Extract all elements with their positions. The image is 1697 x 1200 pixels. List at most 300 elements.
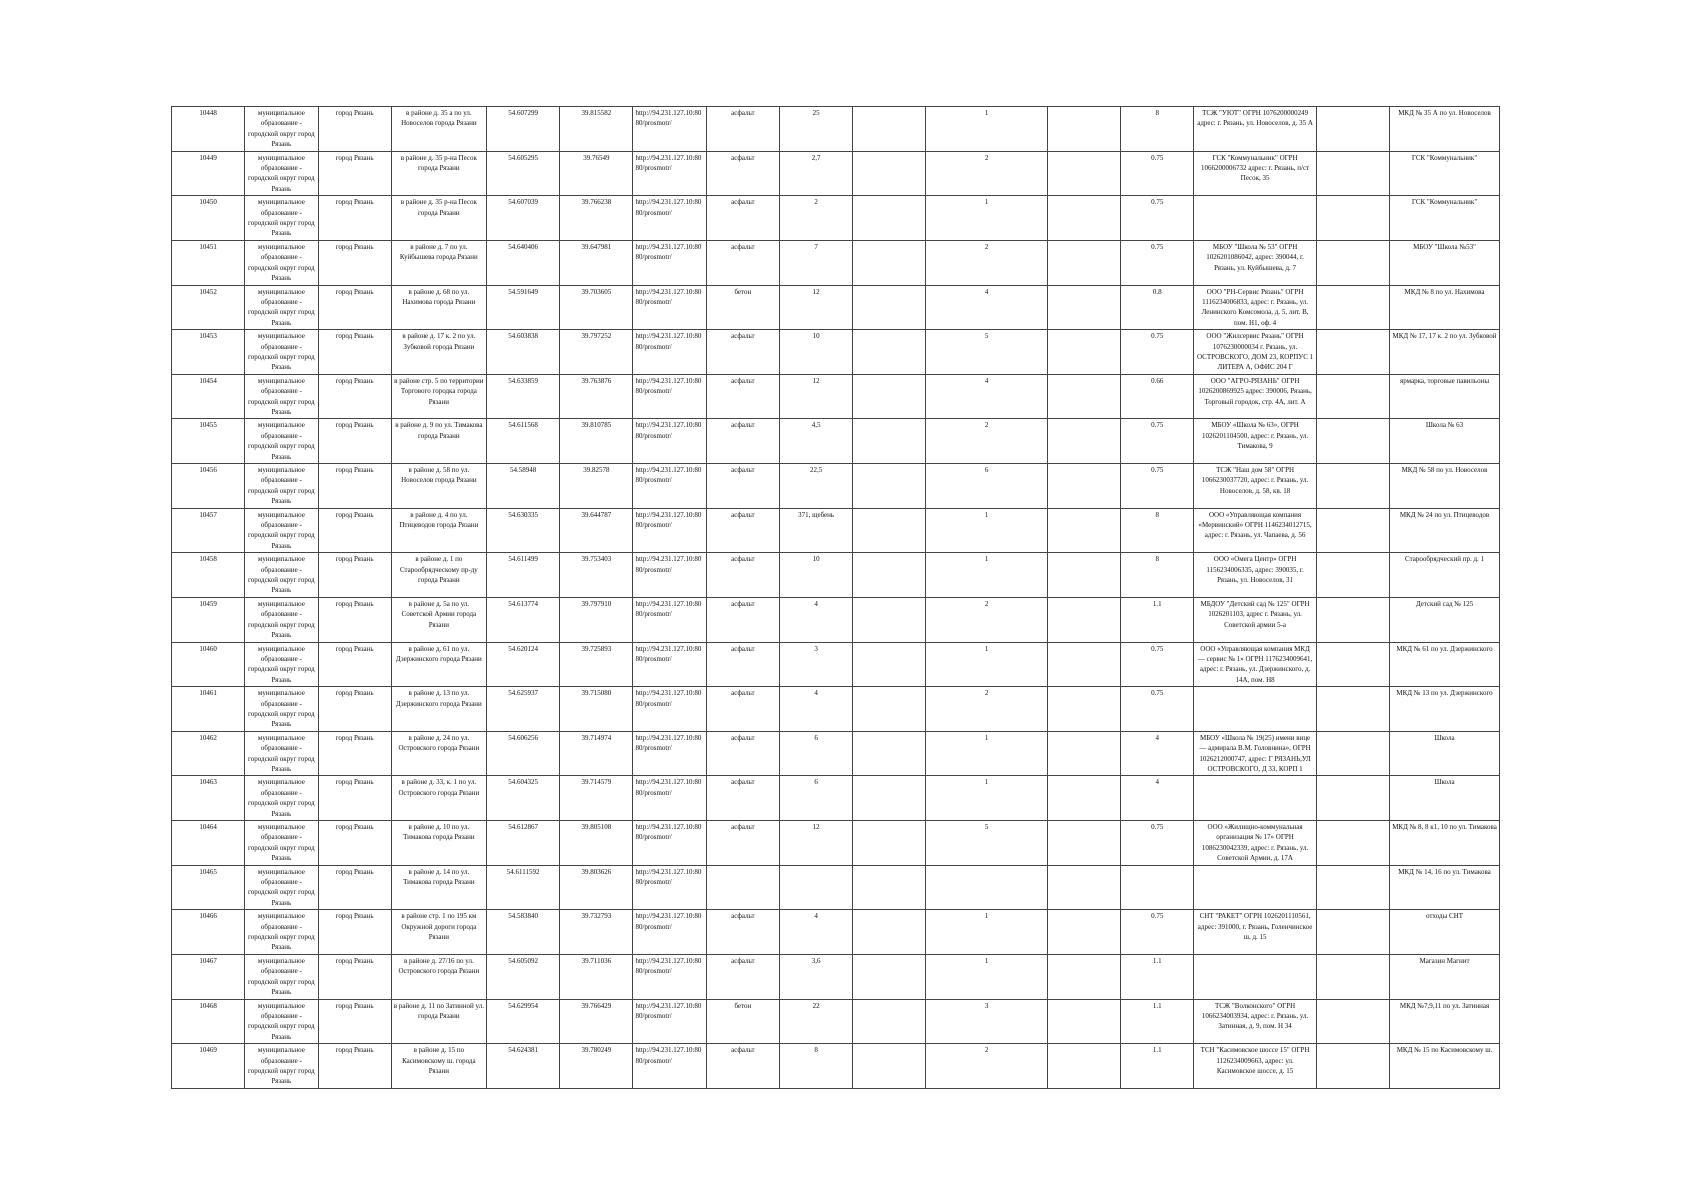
table-row: [172, 285, 1500, 330]
col-12-cell: [1047, 821, 1120, 866]
table-row: [172, 821, 1500, 866]
owner-info-cell: МБДОУ "Детский сад № 125" ОГРН 1026201103, адрес г. Рязань, ул. Советской армии 5-а: [1194, 597, 1316, 642]
col-15-cell: [1316, 419, 1389, 464]
owner-info-cell: МБОУ "Школа № 53" ОГРН 1026201086042, адрес: 390044, г. Рязань, ул. Куйбышева, д. 7: [1194, 240, 1316, 285]
col-10-cell: [853, 374, 926, 419]
col-10-cell: [853, 999, 926, 1044]
col-12-cell: [1047, 508, 1120, 553]
col-10-cell: [853, 464, 926, 509]
longitude-cell: 39.82578: [560, 464, 633, 509]
latitude-cell: 54.620124: [486, 642, 559, 687]
area-cell: 12: [779, 821, 852, 866]
location-cell: в районе д. 1 по Старообрядческому пр-ду города Рязани: [391, 553, 486, 598]
container-volume-cell: 8: [1121, 508, 1194, 553]
table-row: [172, 999, 1500, 1044]
sources-cell: МКД № 24 по ул. Птицеводов: [1390, 508, 1500, 553]
latitude-cell: 54.611568: [486, 419, 559, 464]
latitude-cell: 54.613774: [486, 597, 559, 642]
site-number-cell: 10457: [172, 508, 245, 553]
latitude-cell: 54.607299: [486, 107, 559, 152]
municipality-cell: муниципальное образование - городской округ город Рязань: [245, 821, 318, 866]
site-number-cell: 10449: [172, 151, 245, 196]
container-count-cell: 2: [926, 687, 1047, 732]
site-number-cell: 10468: [172, 999, 245, 1044]
table-row: [172, 731, 1500, 776]
longitude-cell: 39.715080: [560, 687, 633, 732]
city-cell: город Рязань: [318, 196, 391, 241]
site-number-cell: 10464: [172, 821, 245, 866]
camera-link-cell: http://94.231.127.10:8080/prosmotr/: [633, 285, 706, 330]
surface-cell: асфальт: [706, 374, 779, 419]
col-10-cell: [853, 776, 926, 821]
col-12-cell: [1047, 731, 1120, 776]
surface-cell: асфальт: [706, 107, 779, 152]
city-cell: город Рязань: [318, 821, 391, 866]
owner-info-cell: МБОУ «Школа № 63», ОГРН 1026201104500, адрес: г. Рязань, ул. Тимакова, 9: [1194, 419, 1316, 464]
col-10-cell: [853, 240, 926, 285]
table-row: [172, 910, 1500, 955]
table-row: [172, 464, 1500, 509]
container-volume-cell: 0.75: [1121, 464, 1194, 509]
col-15-cell: [1316, 597, 1389, 642]
location-cell: в районе д. 7 по ул. Куйбышева города Рязани: [391, 240, 486, 285]
sources-cell: МКД №7,9,11 по ул. Затинная: [1390, 999, 1500, 1044]
municipality-cell: муниципальное образование - городской округ город Рязань: [245, 508, 318, 553]
container-count-cell: 1: [926, 107, 1047, 152]
area-cell: 12: [779, 374, 852, 419]
sources-cell: МКД № 8 по ул. Нахимова: [1390, 285, 1500, 330]
surface-cell: асфальт: [706, 731, 779, 776]
sources-cell: Магазин Магнит: [1390, 954, 1500, 999]
location-cell: в районе д. 61 по ул. Дзержинского города Рязани: [391, 642, 486, 687]
camera-link-cell: http://94.231.127.10:8080/prosmotr/: [633, 999, 706, 1044]
container-volume-cell: 0.75: [1121, 240, 1194, 285]
latitude-cell: 54.630335: [486, 508, 559, 553]
sources-cell: МКД № 14, 16 по ул. Тимакова: [1390, 865, 1500, 910]
site-number-cell: 10459: [172, 597, 245, 642]
area-cell: 4: [779, 687, 852, 732]
owner-info-cell: ООО "РН-Сервис Рязань" ОГРН 1116234006833, адрес: г. Рязань, ул. Ленинского Комсомола, д. 5, лит. В, пом. Н1, оф. 4: [1194, 285, 1316, 330]
municipality-cell: муниципальное образование - городской округ город Рязань: [245, 776, 318, 821]
site-number-cell: 10452: [172, 285, 245, 330]
latitude-cell: 54.640406: [486, 240, 559, 285]
longitude-cell: 39.753403: [560, 553, 633, 598]
longitude-cell: 39.714579: [560, 776, 633, 821]
site-number-cell: 10448: [172, 107, 245, 152]
sources-cell: МКД № 15 по Касимовскому ш.: [1390, 1044, 1500, 1089]
container-volume-cell: 1.1: [1121, 597, 1194, 642]
city-cell: город Рязань: [318, 508, 391, 553]
surface-cell: бетон: [706, 285, 779, 330]
camera-link-cell: http://94.231.127.10:8080/prosmotr/: [633, 687, 706, 732]
camera-link-cell: http://94.231.127.10:8080/prosmotr/: [633, 821, 706, 866]
latitude-cell: 54.604325: [486, 776, 559, 821]
col-10-cell: [853, 330, 926, 375]
sources-cell: МКД № 61 по ул. Дзержинского: [1390, 642, 1500, 687]
city-cell: город Рязань: [318, 954, 391, 999]
container-volume-cell: 0.75: [1121, 151, 1194, 196]
container-volume-cell: 8: [1121, 107, 1194, 152]
col-10-cell: [853, 821, 926, 866]
location-cell: в районе д. 4 по ул. Птицеводов города Рязани: [391, 508, 486, 553]
surface-cell: асфальт: [706, 240, 779, 285]
site-number-cell: 10461: [172, 687, 245, 732]
col-12-cell: [1047, 285, 1120, 330]
city-cell: город Рязань: [318, 776, 391, 821]
location-cell: в районе д. 24 по ул. Островского города Рязани: [391, 731, 486, 776]
site-number-cell: 10467: [172, 954, 245, 999]
municipality-cell: муниципальное образование - городской округ город Рязань: [245, 687, 318, 732]
owner-info-cell: [1194, 954, 1316, 999]
area-cell: 2,7: [779, 151, 852, 196]
city-cell: город Рязань: [318, 419, 391, 464]
location-cell: в районе д. 11 по Затинной ул. города Рязани: [391, 999, 486, 1044]
camera-link-cell: http://94.231.127.10:8080/prosmotr/: [633, 642, 706, 687]
col-15-cell: [1316, 107, 1389, 152]
table-row: [172, 330, 1500, 375]
col-12-cell: [1047, 419, 1120, 464]
sources-cell: Старообрядческий пр. д. 1: [1390, 553, 1500, 598]
site-number-cell: 10458: [172, 553, 245, 598]
location-cell: в районе д. 5а по ул. Советской Армии города Рязани: [391, 597, 486, 642]
owner-info-cell: [1194, 196, 1316, 241]
location-cell: в районе д. 10 по ул. Тимакова города Рязани: [391, 821, 486, 866]
col-15-cell: [1316, 687, 1389, 732]
col-10-cell: [853, 508, 926, 553]
area-cell: 4: [779, 910, 852, 955]
table-row: [172, 107, 1500, 152]
surface-cell: асфальт: [706, 1044, 779, 1089]
container-count-cell: 5: [926, 821, 1047, 866]
container-count-cell: 6: [926, 464, 1047, 509]
container-volume-cell: 1.1: [1121, 954, 1194, 999]
latitude-cell: 54.607039: [486, 196, 559, 241]
location-cell: в районе д. 58 по ул. Новоселов города Рязани: [391, 464, 486, 509]
city-cell: город Рязань: [318, 999, 391, 1044]
container-count-cell: 5: [926, 330, 1047, 375]
camera-link-cell: http://94.231.127.10:8080/prosmotr/: [633, 419, 706, 464]
location-cell: в районе д. 15 по Касимовскому ш. города Рязани: [391, 1044, 486, 1089]
surface-cell: асфальт: [706, 687, 779, 732]
area-cell: 10: [779, 553, 852, 598]
longitude-cell: 39.703605: [560, 285, 633, 330]
col-15-cell: [1316, 196, 1389, 241]
col-15-cell: [1316, 776, 1389, 821]
city-cell: город Рязань: [318, 731, 391, 776]
camera-link-cell: http://94.231.127.10:8080/prosmotr/: [633, 910, 706, 955]
camera-link-cell: http://94.231.127.10:8080/prosmotr/: [633, 508, 706, 553]
col-15-cell: [1316, 508, 1389, 553]
camera-link-cell: http://94.231.127.10:8080/prosmotr/: [633, 330, 706, 375]
latitude-cell: 54.58948: [486, 464, 559, 509]
container-volume-cell: 0.75: [1121, 910, 1194, 955]
surface-cell: асфальт: [706, 151, 779, 196]
container-volume-cell: 0.75: [1121, 330, 1194, 375]
owner-info-cell: ТСН "Касимовское шоссе 15" ОГРН 1126234009663, адрес: ул. Касимовское шоссе, д. 15: [1194, 1044, 1316, 1089]
sources-cell: МКД № 58 по ул. Новоселов: [1390, 464, 1500, 509]
col-12-cell: [1047, 687, 1120, 732]
latitude-cell: 54.611499: [486, 553, 559, 598]
city-cell: город Рязань: [318, 865, 391, 910]
area-cell: 7: [779, 240, 852, 285]
city-cell: город Рязань: [318, 642, 391, 687]
container-count-cell: 1: [926, 776, 1047, 821]
owner-info-cell: [1194, 776, 1316, 821]
municipality-cell: муниципальное образование - городской округ город Рязань: [245, 419, 318, 464]
col-10-cell: [853, 553, 926, 598]
col-15-cell: [1316, 999, 1389, 1044]
area-cell: 10: [779, 330, 852, 375]
col-12-cell: [1047, 107, 1120, 152]
camera-link-cell: http://94.231.127.10:8080/prosmotr/: [633, 597, 706, 642]
sources-cell: МКД № 35 А по ул. Новоселов: [1390, 107, 1500, 152]
site-number-cell: 10453: [172, 330, 245, 375]
city-cell: город Рязань: [318, 1044, 391, 1089]
table-row: [172, 374, 1500, 419]
col-12-cell: [1047, 642, 1120, 687]
camera-link-cell: http://94.231.127.10:8080/prosmotr/: [633, 553, 706, 598]
longitude-cell: 39.732793: [560, 910, 633, 955]
municipality-cell: муниципальное образование - городской округ город Рязань: [245, 196, 318, 241]
location-cell: в районе д. 17 к. 2 по ул. Зубковой города Рязани: [391, 330, 486, 375]
camera-link-cell: http://94.231.127.10:8080/prosmotr/: [633, 776, 706, 821]
container-volume-cell: 4: [1121, 731, 1194, 776]
site-number-cell: 10456: [172, 464, 245, 509]
waste-sites-table: [171, 106, 1500, 1089]
location-cell: в районе д. 68 по ул. Нахимова города Рязани: [391, 285, 486, 330]
city-cell: город Рязань: [318, 285, 391, 330]
owner-info-cell: ООО «Омега Центр» ОГРН 1156234006335, адрес: 390035, г. Рязань, ул. Новоселов, 31: [1194, 553, 1316, 598]
col-10-cell: [853, 196, 926, 241]
surface-cell: асфальт: [706, 821, 779, 866]
area-cell: 4,5: [779, 419, 852, 464]
location-cell: в районе стр. 1 по 195 км Окружной дороги города Рязани: [391, 910, 486, 955]
longitude-cell: 39.763876: [560, 374, 633, 419]
longitude-cell: 39.711036: [560, 954, 633, 999]
latitude-cell: 54.583840: [486, 910, 559, 955]
location-cell: в районе д. 35 а по ул. Новоселов города Рязани: [391, 107, 486, 152]
city-cell: город Рязань: [318, 464, 391, 509]
owner-info-cell: ТСЖ "Волконского" ОГРН 1066234003934, адрес: г. Рязань, ул. Затинная, д. 9, пом. Н 34: [1194, 999, 1316, 1044]
sources-cell: Школа: [1390, 731, 1500, 776]
location-cell: в районе д. 14 по ул. Тимакова города Рязани: [391, 865, 486, 910]
site-number-cell: 10466: [172, 910, 245, 955]
container-count-cell: 2: [926, 151, 1047, 196]
col-10-cell: [853, 151, 926, 196]
sources-cell: ГСК "Коммунальник": [1390, 196, 1500, 241]
longitude-cell: 39.766238: [560, 196, 633, 241]
owner-info-cell: ООО "Жилсервис Рязань" ОГРН 1076230000034 г. Рязань, ул. ОСТРОВСКОГО, ДОМ 23, КОРПУС 1 ЛИТЕРА А, ОФИС 204 Г: [1194, 330, 1316, 375]
area-cell: 8: [779, 1044, 852, 1089]
sources-cell: МКД № 17, 17 к. 2 по ул. Зубковой: [1390, 330, 1500, 375]
container-volume-cell: 0.8: [1121, 285, 1194, 330]
col-15-cell: [1316, 553, 1389, 598]
container-volume-cell: 1.1: [1121, 999, 1194, 1044]
area-cell: 25: [779, 107, 852, 152]
camera-link-cell: http://94.231.127.10:8080/prosmotr/: [633, 1044, 706, 1089]
location-cell: в районе д. 35 р-на Песок города Рязани: [391, 151, 486, 196]
col-15-cell: [1316, 865, 1389, 910]
municipality-cell: муниципальное образование - городской округ город Рязань: [245, 151, 318, 196]
table-row: [172, 642, 1500, 687]
camera-link-cell: http://94.231.127.10:8080/prosmotr/: [633, 196, 706, 241]
surface-cell: асфальт: [706, 910, 779, 955]
area-cell: 12: [779, 285, 852, 330]
col-12-cell: [1047, 151, 1120, 196]
owner-info-cell: МБОУ «Школа № 19(25) имени вице — адмирала В.М. Головнина», ОГРН 1026212000747, адрес: Г РЯЗАНЬ,УЛ ОСТРОВСКОГО, Д 33, КОРП 1: [1194, 731, 1316, 776]
col-12-cell: [1047, 954, 1120, 999]
latitude-cell: 54.605295: [486, 151, 559, 196]
col-15-cell: [1316, 1044, 1389, 1089]
longitude-cell: 39.805108: [560, 821, 633, 866]
col-10-cell: [853, 910, 926, 955]
table-row: [172, 196, 1500, 241]
col-15-cell: [1316, 151, 1389, 196]
sources-cell: МКД № 8, 8 к1, 10 по ул. Тимакова: [1390, 821, 1500, 866]
longitude-cell: 39.647981: [560, 240, 633, 285]
container-volume-cell: 0.75: [1121, 642, 1194, 687]
surface-cell: асфальт: [706, 553, 779, 598]
owner-info-cell: ООО «Управляющая компания МКД — сервис № 1» ОГРН 1176234009641, адрес: г. Рязань, ул. Дзержинского, д. 14А, пом. Н8: [1194, 642, 1316, 687]
container-count-cell: 4: [926, 285, 1047, 330]
owner-info-cell: ООО «Жилищно-коммунальная организация № 17» ОГРН 1086230042339, адрес: г. Рязань, ул. Советской Армии, д. 17А: [1194, 821, 1316, 866]
municipality-cell: муниципальное образование - городской округ город Рязань: [245, 954, 318, 999]
owner-info-cell: ООО «Управляющая компания «Мервинский» ОГРН 1146234012715, адрес: г. Рязань, ул. Чапаева, д. 56: [1194, 508, 1316, 553]
container-count-cell: 4: [926, 374, 1047, 419]
sources-cell: Школа: [1390, 776, 1500, 821]
col-12-cell: [1047, 240, 1120, 285]
col-15-cell: [1316, 374, 1389, 419]
location-cell: в районе д. 33, к. 1 по ул. Островского города Рязани: [391, 776, 486, 821]
container-volume-cell: 8: [1121, 553, 1194, 598]
area-cell: [779, 865, 852, 910]
site-number-cell: 10455: [172, 419, 245, 464]
surface-cell: асфальт: [706, 642, 779, 687]
container-volume-cell: 4: [1121, 776, 1194, 821]
site-number-cell: 10465: [172, 865, 245, 910]
latitude-cell: 54.591649: [486, 285, 559, 330]
site-number-cell: 10460: [172, 642, 245, 687]
container-count-cell: 2: [926, 1044, 1047, 1089]
sources-cell: МКД № 13 по ул. Дзержинского: [1390, 687, 1500, 732]
col-12-cell: [1047, 910, 1120, 955]
latitude-cell: 54.605092: [486, 954, 559, 999]
surface-cell: асфальт: [706, 464, 779, 509]
col-10-cell: [853, 285, 926, 330]
col-15-cell: [1316, 731, 1389, 776]
municipality-cell: муниципальное образование - городской округ город Рязань: [245, 285, 318, 330]
col-12-cell: [1047, 464, 1120, 509]
municipality-cell: муниципальное образование - городской округ город Рязань: [245, 330, 318, 375]
area-cell: 22: [779, 999, 852, 1044]
col-12-cell: [1047, 553, 1120, 598]
surface-cell: [706, 865, 779, 910]
container-count-cell: 2: [926, 419, 1047, 464]
camera-link-cell: http://94.231.127.10:8080/prosmotr/: [633, 865, 706, 910]
owner-info-cell: [1194, 865, 1316, 910]
table-row: [172, 508, 1500, 553]
container-volume-cell: 1.1: [1121, 1044, 1194, 1089]
municipality-cell: муниципальное образование - городской округ город Рязань: [245, 553, 318, 598]
surface-cell: асфальт: [706, 196, 779, 241]
sources-cell: ГСК "Коммунальник": [1390, 151, 1500, 196]
col-12-cell: [1047, 196, 1120, 241]
municipality-cell: муниципальное образование - городской округ город Рязань: [245, 240, 318, 285]
owner-info-cell: [1194, 687, 1316, 732]
table-row: [172, 954, 1500, 999]
owner-info-cell: ТСЖ "УЮТ" ОГРН 1076200000249 адрес: г. Рязань, ул. Новоселов, д. 35 А: [1194, 107, 1316, 152]
col-10-cell: [853, 642, 926, 687]
col-12-cell: [1047, 597, 1120, 642]
col-15-cell: [1316, 240, 1389, 285]
longitude-cell: 39.644787: [560, 508, 633, 553]
container-count-cell: 1: [926, 196, 1047, 241]
city-cell: город Рязань: [318, 597, 391, 642]
longitude-cell: 39.780249: [560, 1044, 633, 1089]
col-10-cell: [853, 107, 926, 152]
area-cell: 6: [779, 776, 852, 821]
owner-info-cell: ТСЖ "Наш дом 58" ОГРН 1066230037720, адрес: г. Рязань, ул. Новоселов, д. 58, кв. 18: [1194, 464, 1316, 509]
col-12-cell: [1047, 776, 1120, 821]
col-10-cell: [853, 687, 926, 732]
container-count-cell: 1: [926, 642, 1047, 687]
col-10-cell: [853, 419, 926, 464]
surface-cell: бетон: [706, 999, 779, 1044]
col-15-cell: [1316, 330, 1389, 375]
municipality-cell: муниципальное образование - городской округ город Рязань: [245, 731, 318, 776]
area-cell: 6: [779, 731, 852, 776]
camera-link-cell: http://94.231.127.10:8080/prosmotr/: [633, 954, 706, 999]
container-count-cell: [926, 865, 1047, 910]
municipality-cell: муниципальное образование - городской округ город Рязань: [245, 107, 318, 152]
surface-cell: асфальт: [706, 508, 779, 553]
sources-cell: МБОУ "Школа №53": [1390, 240, 1500, 285]
container-count-cell: 2: [926, 240, 1047, 285]
camera-link-cell: http://94.231.127.10:8080/prosmotr/: [633, 731, 706, 776]
site-number-cell: 10463: [172, 776, 245, 821]
sources-cell: Детский сад № 125: [1390, 597, 1500, 642]
latitude-cell: 54.606256: [486, 731, 559, 776]
col-12-cell: [1047, 865, 1120, 910]
surface-cell: асфальт: [706, 419, 779, 464]
latitude-cell: 54.603838: [486, 330, 559, 375]
camera-link-cell: http://94.231.127.10:8080/prosmotr/: [633, 151, 706, 196]
city-cell: город Рязань: [318, 687, 391, 732]
container-count-cell: 1: [926, 910, 1047, 955]
city-cell: город Рязань: [318, 151, 391, 196]
container-volume-cell: 0.75: [1121, 196, 1194, 241]
longitude-cell: 39.76549: [560, 151, 633, 196]
sources-cell: ярмарка, торговые павильоны: [1390, 374, 1500, 419]
col-10-cell: [853, 731, 926, 776]
col-12-cell: [1047, 374, 1120, 419]
table-row: [172, 1044, 1500, 1089]
location-cell: в районе д. 35 р-на Песок города Рязани: [391, 196, 486, 241]
city-cell: город Рязань: [318, 240, 391, 285]
latitude-cell: 54.6111592: [486, 865, 559, 910]
container-count-cell: 1: [926, 954, 1047, 999]
col-15-cell: [1316, 285, 1389, 330]
location-cell: в районе стр. 5 по территории Торгового городка города Рязани: [391, 374, 486, 419]
municipality-cell: муниципальное образование - городской округ город Рязань: [245, 597, 318, 642]
owner-info-cell: ГСК "Коммунальник" ОГРН 1066200006732 адрес: г. Рязань, п/ст Песок, 35: [1194, 151, 1316, 196]
col-12-cell: [1047, 999, 1120, 1044]
container-volume-cell: 0.66: [1121, 374, 1194, 419]
surface-cell: асфальт: [706, 597, 779, 642]
table-row: [172, 597, 1500, 642]
municipality-cell: муниципальное образование - городской округ город Рязань: [245, 464, 318, 509]
municipality-cell: муниципальное образование - городской округ город Рязань: [245, 374, 318, 419]
